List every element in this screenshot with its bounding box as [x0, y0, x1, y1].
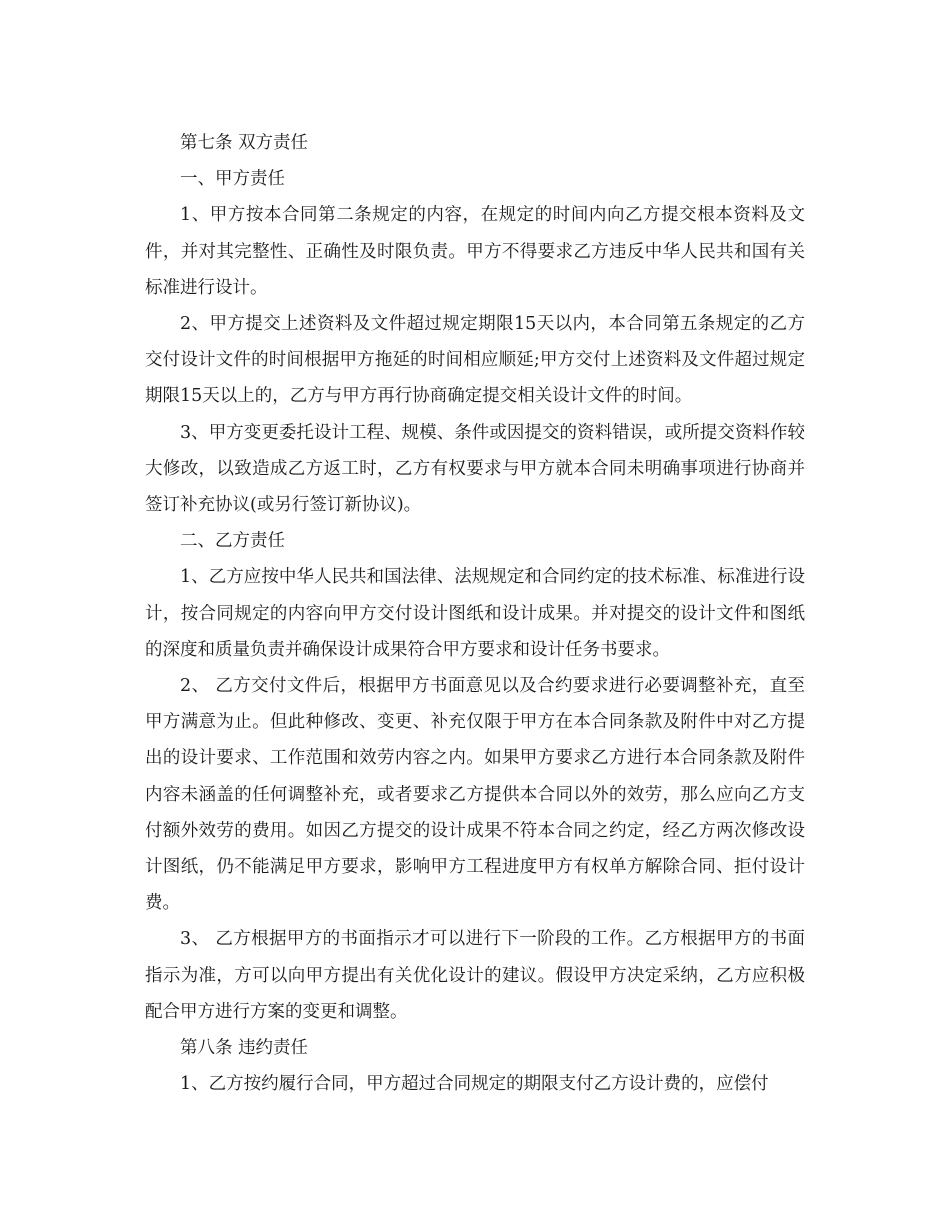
breach-clause-1: 1、乙方按约履行合同，甲方超过合同规定的期限支付乙方设计费的，应偿付: [180, 1074, 769, 1095]
party-b-clause-3: 3、 乙方根据甲方的书面指示才可以进行下一阶段的工作。乙方根据甲方的书面指示为准，方可以向甲方提出有关优化设计的建议。假设甲方决定采纳，乙方应积极配合甲方进行方案的变更和调整。: [145, 929, 805, 1022]
party-a-clause-3: 3、甲方变更委托设计工程、规模、条件或因提交的资料错误，或所提交资料作较大修改，以致造成乙方返工时，乙方有权要求与甲方就本合同未明确事项进行协商并签订补充协议(或另行签订新协议)。: [145, 422, 805, 516]
party-b-clause-2: 2、 乙方交付文件后，根据甲方书面意见以及合约要求进行必要调整补充，直至甲方满意为止。但此种修改、变更、补充仅限于甲方在本合同条款及附件中对乙方提出的设计要求、工作范围和效劳内容之内。如果甲方要求乙方进行本合同条款及附件内容未涵盖的任何调整补充，或者要求乙方提供本合同以外的效劳，那么应向乙方支付额外效劳的费用。如因乙方提交的设计成果不符本合同之约定，经乙方两次修改设计图纸，仍不能满足甲方要求，影响甲方工程进度甲方有权单方解除合同、拒付设计费。: [145, 676, 805, 914]
party-a-clause-1: 1、甲方按本合同第二条规定的内容，在规定的时间内向乙方提交根本资料及文件，并对其完整性、正确性及时限负责。甲方不得要求乙方违反中华人民共和国有关标准进行设计。: [145, 205, 805, 298]
party-b-clause-1: 1、乙方应按中华人民共和国法律、法规规定和合同约定的技术标准、标准进行设计，按合同规定的内容向甲方交付设计图纸和设计成果。并对提交的设计文件和图纸的深度和质量负责并确保设计成果符合甲方要求和设计任务书要求。: [145, 567, 805, 660]
party-a-clause-2: 2、甲方提交上述资料及文件超过规定期限15天以内，本合同第五条规定的乙方交付设计文件的时间根据甲方拖延的时间相应顺延;甲方交付上述资料及文件超过规定期限15天以上的，乙方与甲方再行协商确定提交相关设计文件的时间。: [145, 314, 805, 407]
party-a-responsibility-heading: 一、甲方责任: [180, 169, 285, 190]
document-body: [145, 125, 805, 1102]
article-7-heading: 第七条 双方责任: [180, 133, 309, 153]
party-b-responsibility-heading: 二、乙方责任: [180, 531, 285, 552]
article-8-heading: 第八条 违约责任: [180, 1038, 309, 1059]
